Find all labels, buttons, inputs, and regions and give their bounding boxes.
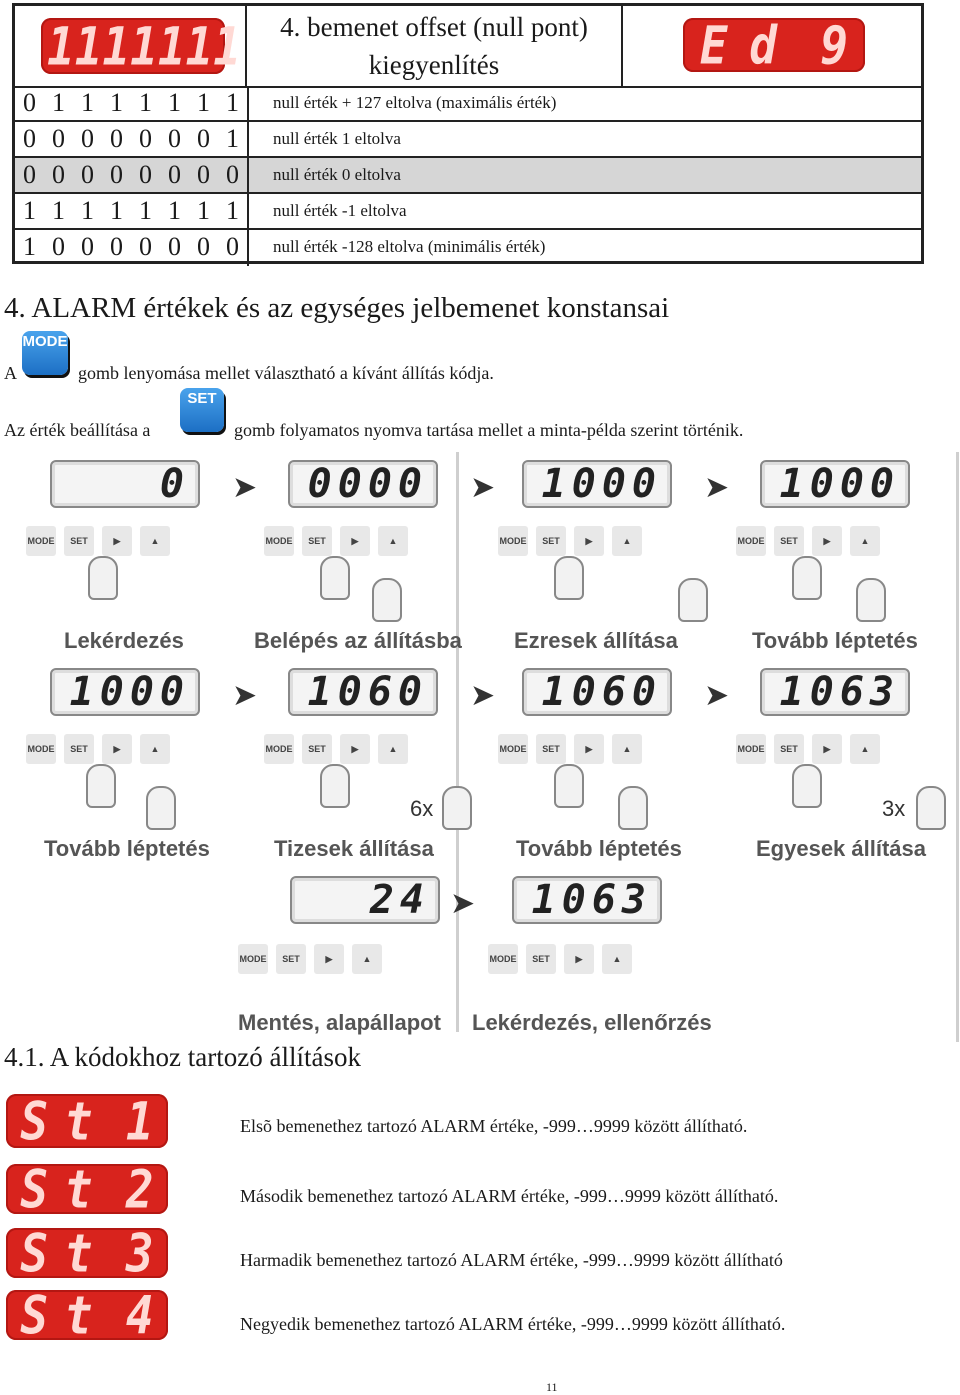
bit: 1	[197, 88, 210, 117]
lcd-display: 1063	[760, 668, 910, 716]
finger-press-icon	[618, 786, 648, 830]
diagram-panel-check	[472, 876, 742, 1076]
code-description: Második bemenethez tartozó ALARM értéke, -999…9999 között állítható.	[240, 1186, 779, 1206]
bit: 1	[23, 196, 36, 225]
bit: 0	[197, 232, 210, 261]
set-key-label: SET	[187, 390, 217, 407]
bit: 0	[81, 124, 94, 153]
up-key-icon: ▲	[850, 734, 880, 764]
table-row	[15, 122, 921, 158]
led-digit: 3	[125, 1221, 154, 1285]
bit-cells	[15, 86, 249, 120]
table-header	[15, 6, 921, 88]
set-key-icon: SET	[64, 526, 94, 556]
bit-cells	[15, 158, 249, 192]
panel-caption: Lekérdezés	[64, 628, 184, 653]
row-description: null érték 0 eltolva	[273, 165, 401, 184]
finger-press-icon	[554, 556, 584, 600]
header-display-cell	[15, 6, 247, 86]
set-sentence-prefix: Az érték beállítása a	[4, 420, 151, 440]
led-digit: 1	[47, 14, 75, 78]
bit: 1	[168, 88, 181, 117]
bit: 0	[197, 124, 210, 153]
right-key-icon: ▶	[812, 734, 842, 764]
led-digit: t	[64, 1283, 93, 1347]
row-description: null érték -1 eltolva	[273, 201, 407, 220]
led-digit: S	[20, 1089, 49, 1153]
lcd-display: 1000	[50, 668, 200, 716]
mode-key-icon: MODE	[264, 526, 294, 556]
next-step-arrow-icon: ➤	[232, 679, 258, 712]
mode-key-icon	[22, 331, 68, 375]
mode-key-icon: MODE	[238, 944, 268, 974]
table-title-line2: kiegyenlítés	[368, 50, 500, 80]
panel-caption: Tovább léptetés	[516, 836, 682, 861]
next-step-arrow-icon: ➤	[232, 471, 258, 504]
table-row	[15, 86, 921, 122]
mode-sentence-prefix: A	[4, 363, 17, 383]
panel-caption: Tovább léptetés	[752, 628, 918, 653]
next-step-arrow-icon: ➤	[704, 471, 730, 504]
diagram-panel-next-3	[499, 668, 752, 868]
key-row	[498, 526, 642, 556]
bit: 1	[226, 124, 239, 153]
bit: 1	[197, 196, 210, 225]
led-digit: d	[749, 13, 777, 77]
led-display-ed9	[683, 13, 865, 77]
key-row	[26, 734, 170, 764]
bit: 1	[226, 88, 239, 117]
led-digit: 1	[74, 14, 103, 78]
bit: 1	[52, 196, 65, 225]
press-count-label: 6x	[410, 796, 434, 821]
set-sentence-text: gomb folyamatos nyomva tartása mellet a minta-példa szerint történik.	[234, 420, 744, 440]
bit-cells	[15, 230, 249, 266]
section-heading-codes: 4.1. A kódokhoz tartozó állítások	[4, 1042, 361, 1072]
diagram-panel-enter	[254, 460, 518, 660]
key-row	[498, 734, 642, 764]
led-digit: 4	[125, 1283, 154, 1347]
table-title-line1: 4. bemenet offset (null pont)	[280, 12, 588, 42]
led-digit: 1	[157, 14, 186, 78]
led-digit: 1	[130, 14, 158, 78]
bit-cells	[15, 194, 249, 228]
finger-press-icon	[88, 556, 118, 600]
code-display-st2	[6, 1157, 168, 1221]
finger-press-icon	[86, 764, 116, 808]
bit: 1	[23, 232, 36, 261]
table-row	[15, 230, 921, 266]
finger-press-icon	[554, 764, 584, 808]
bit: 0	[139, 124, 152, 153]
mode-key-icon: MODE	[26, 526, 56, 556]
bit: 1	[139, 196, 152, 225]
code-description: Negyedik bemenethez tartozó ALARM értéke, -999…9999 között állítható.	[240, 1314, 786, 1334]
code-description: Harmadik bemenethez tartozó ALARM értéke, -999…9999 között állítható	[240, 1250, 783, 1270]
up-key-icon: ▲	[612, 734, 642, 764]
finger-press-icon	[856, 578, 886, 622]
right-key-icon: ▶	[564, 944, 594, 974]
code-display-st4	[6, 1283, 168, 1347]
led-digit: 2	[125, 1157, 154, 1221]
mode-key-icon: MODE	[736, 734, 766, 764]
mode-key-icon: MODE	[488, 944, 518, 974]
finger-press-icon	[146, 786, 176, 830]
up-key-icon: ▲	[140, 526, 170, 556]
set-key-icon: SET	[526, 944, 556, 974]
mode-sentence-text: gomb lenyomása mellet választható a kívánt állítás kódja.	[78, 363, 494, 383]
led-digit: 1	[125, 1089, 154, 1153]
diagram-panel-next-1	[737, 460, 960, 660]
set-key-icon: SET	[536, 526, 566, 556]
right-key-icon: ▶	[102, 734, 132, 764]
set-key-icon: SET	[276, 944, 306, 974]
table-row-highlighted	[15, 158, 921, 194]
diagram-panel-ones	[737, 668, 960, 868]
lcd-display: 1000	[760, 460, 910, 508]
up-key-icon: ▲	[612, 526, 642, 556]
panel-caption: Lekérdezés, ellenőrzés	[472, 1010, 712, 1035]
panel-caption: Egyesek állítása	[756, 836, 927, 861]
set-key-icon	[180, 388, 224, 432]
row-description: null érték 1 eltolva	[273, 129, 401, 148]
led-digit: 1	[185, 14, 214, 78]
key-row	[488, 944, 632, 974]
offset-table	[12, 3, 924, 264]
led-digit: E	[699, 13, 728, 77]
key-row	[264, 526, 408, 556]
mode-key-icon: MODE	[498, 734, 528, 764]
bit: 0	[168, 232, 181, 261]
lcd-display: 0	[50, 460, 200, 508]
finger-press-icon	[320, 764, 350, 808]
led-digit: t	[64, 1221, 93, 1285]
lcd-display: 1063	[512, 876, 662, 924]
bit: 1	[139, 88, 152, 117]
table-title	[247, 6, 623, 86]
code-display-st1	[6, 1089, 168, 1153]
bit: 0	[81, 160, 94, 189]
lcd-display: 0000	[288, 460, 438, 508]
right-key-icon: ▶	[574, 526, 604, 556]
key-row	[736, 526, 880, 556]
panel-caption: Mentés, alapállapot	[238, 1010, 441, 1035]
bit: 0	[168, 160, 181, 189]
lcd-display: 24	[290, 876, 440, 924]
right-key-icon: ▶	[574, 734, 604, 764]
press-count-label: 3x	[882, 796, 906, 821]
bit: 1	[110, 196, 123, 225]
led-display-111111	[41, 14, 241, 78]
bit: 1	[52, 88, 65, 117]
panel-caption: Tovább léptetés	[44, 836, 210, 861]
right-key-icon: ▶	[314, 944, 344, 974]
set-key-icon: SET	[536, 734, 566, 764]
finger-press-icon	[916, 786, 946, 830]
panel-caption: Belépés az állításba	[254, 628, 462, 653]
set-key-icon: SET	[302, 734, 332, 764]
finger-press-icon	[320, 556, 350, 600]
key-row	[238, 944, 382, 974]
led-digit: t	[64, 1157, 93, 1221]
finger-press-icon	[442, 786, 472, 830]
led-digit: S	[20, 1283, 49, 1347]
led-digit: 9	[820, 13, 849, 77]
row-description: null érték -128 eltolva (minimális érték)	[273, 237, 546, 256]
diagram-panel-next-2	[27, 668, 280, 868]
bit: 0	[52, 124, 65, 153]
bit: 0	[81, 232, 94, 261]
set-key-icon: SET	[774, 526, 804, 556]
up-key-icon: ▲	[352, 944, 382, 974]
diagram-panel-tens	[265, 668, 518, 868]
key-row	[26, 526, 170, 556]
bit: 0	[110, 160, 123, 189]
set-key-icon: SET	[302, 526, 332, 556]
key-row	[264, 734, 408, 764]
diagram-panel-query	[27, 460, 280, 660]
mode-key-icon: MODE	[26, 734, 56, 764]
finger-press-icon	[372, 578, 402, 622]
mode-key-icon: MODE	[498, 526, 528, 556]
up-key-icon: ▲	[850, 526, 880, 556]
led-digit: S	[20, 1221, 49, 1285]
mode-key-icon: MODE	[736, 526, 766, 556]
up-key-icon: ▲	[378, 734, 408, 764]
bit: 0	[23, 88, 36, 117]
key-row	[736, 734, 880, 764]
next-step-arrow-icon: ➤	[470, 471, 496, 504]
bit: 1	[81, 196, 94, 225]
bit: 0	[52, 160, 65, 189]
bit: 0	[197, 160, 210, 189]
table-row	[15, 194, 921, 230]
right-key-icon: ▶	[340, 734, 370, 764]
bit: 0	[139, 232, 152, 261]
right-key-icon: ▶	[102, 526, 132, 556]
finger-press-icon	[792, 556, 822, 600]
bit: 0	[168, 124, 181, 153]
next-step-arrow-icon: ➤	[450, 887, 476, 920]
panel-caption: Ezresek állítása	[514, 628, 678, 653]
bit: 1	[226, 196, 239, 225]
bit: 0	[226, 232, 239, 261]
panel-caption: Tizesek állítása	[274, 836, 434, 861]
led-digit: S	[20, 1157, 49, 1221]
led-digit: t	[64, 1089, 93, 1153]
finger-press-icon	[678, 578, 708, 622]
up-key-icon: ▲	[140, 734, 170, 764]
bit: 1	[168, 196, 181, 225]
lcd-display: 1060	[522, 668, 672, 716]
set-key-icon: SET	[64, 734, 94, 764]
up-key-icon: ▲	[602, 944, 632, 974]
page-number: 11	[546, 1380, 558, 1394]
mode-key-label: MODE	[22, 333, 68, 350]
lcd-display: 1060	[288, 668, 438, 716]
led-digit: 1	[213, 14, 241, 78]
next-step-arrow-icon: ➤	[470, 679, 496, 712]
code-description: Elsõ bemenethez tartozó ALARM értéke, -999…9999 között állítható.	[240, 1116, 748, 1136]
bit-cells	[15, 122, 249, 156]
right-key-icon: ▶	[812, 526, 842, 556]
code-display-st3	[6, 1221, 168, 1285]
set-key-icon: SET	[774, 734, 804, 764]
bit: 0	[23, 124, 36, 153]
up-key-icon: ▲	[378, 526, 408, 556]
bit: 0	[110, 232, 123, 261]
section-heading-alarm: 4. ALARM értékek és az egységes jelbemenet konstansai	[4, 292, 670, 324]
mode-key-icon: MODE	[264, 734, 294, 764]
bit: 0	[52, 232, 65, 261]
led-digit: 1	[102, 14, 131, 78]
diagram-panel-thousands	[499, 460, 752, 660]
lcd-display: 1000	[522, 460, 672, 508]
bit: 0	[139, 160, 152, 189]
bit: 0	[110, 124, 123, 153]
bit: 1	[81, 88, 94, 117]
row-description: null érték + 127 eltolva (maximális érték)	[273, 93, 557, 112]
next-step-arrow-icon: ➤	[704, 679, 730, 712]
right-key-icon: ▶	[340, 526, 370, 556]
bit: 0	[23, 160, 36, 189]
bit: 0	[226, 160, 239, 189]
header-right-cell	[623, 6, 921, 86]
bit: 1	[110, 88, 123, 117]
finger-press-icon	[792, 764, 822, 808]
